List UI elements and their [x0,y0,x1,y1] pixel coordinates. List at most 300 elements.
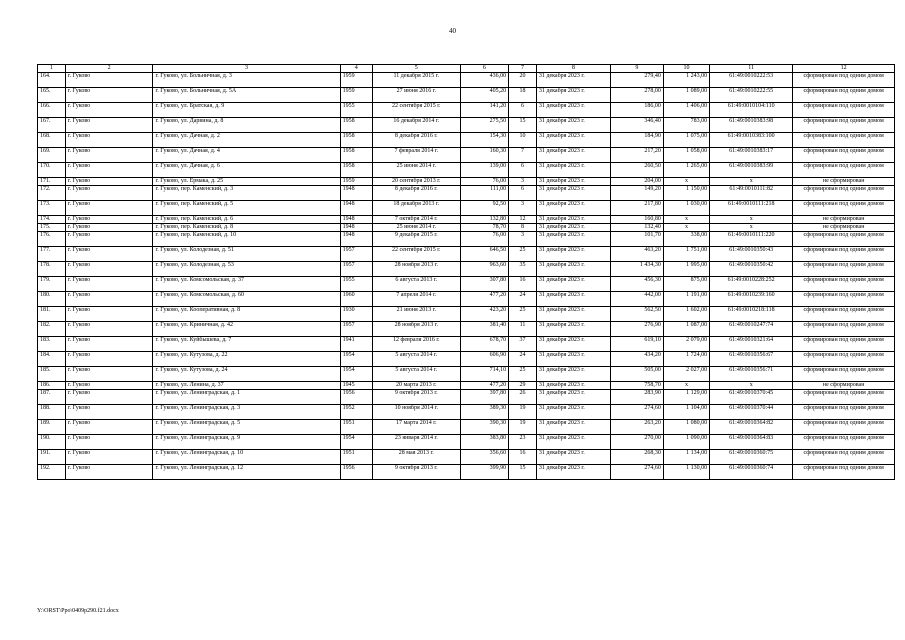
cell-land: 101,70 [610,232,663,247]
cell-n: 183. [38,337,66,352]
cell-year: 1956 [340,465,372,480]
cell-year: 1959 [340,88,372,103]
cell-land: 204,00 [610,178,663,186]
cell-n: 181. [38,307,66,322]
cell-cost: x [663,382,709,390]
column-header: 4 [340,65,372,73]
cell-area: 160,30 [460,148,509,163]
cell-address: г. Гуково, ул. Ермака, д. 25 [153,178,340,186]
cell-area: 307,80 [460,277,509,292]
cell-area: 646,50 [460,247,509,262]
cell-deadline: 31 декабря 2023 г. [536,163,610,178]
table-row [38,337,895,352]
cell-land: 217,20 [610,148,663,163]
cell-address: г. Гуково, пер. Каменский, д. 6 [153,216,340,224]
cell-status: сформирован под одним домом [793,163,895,178]
cell-year: 1948 [340,201,372,216]
cell-date: 21 июня 2013 г. [372,307,460,322]
cell-city: г. Гуково [65,337,153,352]
cell-cadastre: 61:49:0010218:118 [710,307,793,322]
cell-deadline: 31 декабря 2023 г. [536,103,610,118]
cell-count: 24 [509,292,537,307]
cell-status: сформирован под одним домом [793,450,895,465]
cell-date: 28 мая 2013 г. [372,450,460,465]
cell-land: 278,00 [610,88,663,103]
cell-cadastre: 61:49:0010239:160 [710,292,793,307]
cell-deadline: 31 декабря 2023 г. [536,292,610,307]
cell-cadastre: x [710,216,793,224]
cell-n: 188. [38,405,66,420]
cell-count: 3 [509,201,537,216]
cell-city: г. Гуково [65,367,153,382]
cell-year: 1951 [340,420,372,435]
cell-status: сформирован под одним домом [793,73,895,88]
cell-cadastre: x [710,178,793,186]
table-row [38,382,895,390]
cell-deadline: 31 декабря 2023 г. [536,262,610,277]
cell-land: 217,80 [610,201,663,216]
cell-count: 35 [509,262,537,277]
cell-land: 346,40 [610,118,663,133]
cell-cadastre: 61:49:0010350:42 [710,262,793,277]
cell-n: 174. [38,216,66,224]
cell-deadline: 31 декабря 2023 г. [536,73,610,88]
cell-status: сформирован под одним домом [793,277,895,292]
cell-cost: 1 090,00 [663,435,709,450]
cell-cost: 2 079,00 [663,337,709,352]
cell-count: 19 [509,405,537,420]
cell-year: 1959 [340,178,372,186]
cell-year: 1948 [340,216,372,224]
cell-address: г. Гуково, ул. Ленинградская, д. 1 [153,390,340,405]
table-row [38,73,895,88]
cell-cadastre: x [710,382,793,390]
cell-count: 6 [509,163,537,178]
cell-area: 356,60 [460,450,509,465]
cell-address: г. Гуково, ул. Колодезная, д. 53 [153,262,340,277]
cell-date: 18 декабря 2013 г. [372,201,460,216]
cell-count: 3 [509,178,537,186]
cell-year: 1954 [340,352,372,367]
cell-city: г. Гуково [65,103,153,118]
cell-cadastre: 61:49:0010370:45 [710,390,793,405]
cell-area: 399,90 [460,465,509,480]
cell-city: г. Гуково [65,224,153,232]
cell-n: 180. [38,292,66,307]
table-row [38,277,895,292]
cell-area: 436,00 [460,73,509,88]
cell-n: 164. [38,73,66,88]
cell-year: 1958 [340,163,372,178]
cell-cadastre: 61:49:0010383:17 [710,148,793,163]
cell-status: сформирован под одним домом [793,420,895,435]
cell-city: г. Гуково [65,465,153,480]
cell-date: 22 сентября 2015 г. [372,247,460,262]
cell-address: г. Гуково, пер. Каменский, д. 10 [153,232,340,247]
table-row [38,118,895,133]
table-row [38,201,895,216]
cell-deadline: 31 декабря 2023 г. [536,322,610,337]
cell-city: г. Гуково [65,216,153,224]
cell-land: 149,20 [610,186,663,201]
cell-date: 8 декабря 2016 г. [372,133,460,148]
cell-land: 186,00 [610,103,663,118]
cell-address: г. Гуково, ул. Дачная, д. 4 [153,148,340,163]
cell-address: г. Гуково, ул. Ленина, д. 37 [153,382,340,390]
cell-deadline: 31 декабря 2023 г. [536,186,610,201]
cell-year: 1958 [340,118,372,133]
cell-area: 78,70 [460,224,509,232]
cell-address: г. Гуково, пер. Каменский, д. 3 [153,186,340,201]
cell-year: 1954 [340,435,372,450]
cell-deadline: 31 декабря 2023 г. [536,118,610,133]
cell-area: 477,20 [460,382,509,390]
cell-status: сформирован под одним домом [793,465,895,480]
table-row [38,103,895,118]
cell-area: 383,80 [460,435,509,450]
cell-city: г. Гуково [65,405,153,420]
cell-date: 16 декабря 2014 г. [372,118,460,133]
column-header: 5 [372,65,460,73]
cell-deadline: 31 декабря 2023 г. [536,352,610,367]
cell-status: сформирован под одним домом [793,367,895,382]
cell-n: 167. [38,118,66,133]
cell-date: 22 сентября 2015 г. [372,103,460,118]
cell-deadline: 31 декабря 2023 г. [536,390,610,405]
cell-address: г. Гуково, ул. Ленинградская, д. 12 [153,465,340,480]
cell-land: 758,70 [610,382,663,390]
cell-deadline: 31 декабря 2023 г. [536,201,610,216]
cell-year: 1941 [340,337,372,352]
cell-count: 7 [509,148,537,163]
cell-address: г. Гуково, ул. Ленинградская, д. 3 [153,405,340,420]
cell-city: г. Гуково [65,450,153,465]
cell-cadastre: 61:49:0010222:55 [710,88,793,103]
cell-cost: 783,00 [663,118,709,133]
cell-deadline: 31 декабря 2023 г. [536,405,610,420]
table-row [38,435,895,450]
cell-cost: 1 129,00 [663,390,709,405]
cell-land: 270,00 [610,435,663,450]
cell-area: 389,30 [460,405,509,420]
cell-cost: x [663,224,709,232]
cell-date: 23 января 2014 г. [372,435,460,450]
cell-cost: 1 087,00 [663,322,709,337]
cell-cost: 875,00 [663,277,709,292]
cell-cost: 1 134,00 [663,450,709,465]
cell-status: сформирован под одним домом [793,247,895,262]
cell-status: сформирован под одним домом [793,322,895,337]
cell-count: 26 [509,390,537,405]
cell-count: 20 [509,73,537,88]
cell-deadline: 31 декабря 2023 г. [536,435,610,450]
cell-area: 606,90 [460,352,509,367]
cell-n: 170. [38,163,66,178]
cell-deadline: 31 декабря 2023 г. [536,88,610,103]
cell-status: не сформирован [793,382,895,390]
cell-date: 6 августа 2013 г. [372,277,460,292]
cell-land: 1 434,30 [610,262,663,277]
cell-area: 154,30 [460,133,509,148]
cell-n: 175. [38,224,66,232]
cell-year: 1954 [340,367,372,382]
cell-cost: 1 104,00 [663,405,709,420]
cell-deadline: 31 декабря 2023 г. [536,178,610,186]
cell-year: 1959 [340,73,372,88]
cell-n: 192. [38,465,66,480]
cell-land: 276,90 [610,322,663,337]
cell-date: 25 июня 2014 г. [372,224,460,232]
cell-address: г. Гуково, ул. Комсомольская, д. 37 [153,277,340,292]
cell-status: сформирован под одним домом [793,201,895,216]
cell-n: 169. [38,148,66,163]
cell-cost: 1 995,00 [663,262,709,277]
cell-count: 29 [509,382,537,390]
column-header: 2 [65,65,153,73]
table-row [38,148,895,163]
cell-status: сформирован под одним домом [793,262,895,277]
column-header: 8 [536,65,610,73]
cell-date: 17 марта 2014 г. [372,420,460,435]
cell-city: г. Гуково [65,382,153,390]
cell-city: г. Гуково [65,390,153,405]
cell-cost: 1 406,00 [663,103,709,118]
column-header: 11 [710,65,793,73]
cell-area: 477,20 [460,292,509,307]
cell-land: 619,10 [610,337,663,352]
cell-status: сформирован под одним домом [793,292,895,307]
table-row [38,216,895,224]
cell-area: 714,10 [460,367,509,382]
column-header: 10 [663,65,709,73]
cell-cadastre: 61:49:0010247:74 [710,322,793,337]
cell-city: г. Гуково [65,178,153,186]
cell-city: г. Гуково [65,322,153,337]
cell-land: 132,40 [610,224,663,232]
cell-city: г. Гуково [65,133,153,148]
cell-n: 171. [38,178,66,186]
cell-city: г. Гуково [65,352,153,367]
cell-count: 18 [509,88,537,103]
cell-cadastre: 61:49:0010383:100 [710,133,793,148]
cell-city: г. Гуково [65,186,153,201]
cell-area: 678,70 [460,337,509,352]
cell-cadastre: 61:49:0010364:83 [710,435,793,450]
cell-land: 160,80 [610,216,663,224]
cell-year: 1952 [340,405,372,420]
table-row [38,133,895,148]
column-header: 12 [793,65,895,73]
cell-deadline: 31 декабря 2023 г. [536,133,610,148]
cell-area: 76,00 [460,232,509,247]
cell-area: 76,00 [460,178,509,186]
cell-count: 16 [509,450,537,465]
cell-count: 12 [509,216,537,224]
cell-address: г. Гуково, ул. Колодезная, д. 51 [153,247,340,262]
cell-year: 1951 [340,450,372,465]
cell-cadastre: 61:49:0010104:110 [710,103,793,118]
cell-address: г. Гуково, ул. Ленинградская, д. 9 [153,435,340,450]
table-row [38,163,895,178]
cell-cadastre: 61:49:0010356:67 [710,352,793,367]
cell-n: 185. [38,367,66,382]
cell-n: 166. [38,103,66,118]
cell-area: 423,20 [460,307,509,322]
cell-deadline: 31 декабря 2023 г. [536,367,610,382]
cell-n: 184. [38,352,66,367]
cell-address: г. Гуково, пер. Каменский, д. 8 [153,224,340,232]
cell-count: 15 [509,118,537,133]
cell-address: г. Гуково, ул. Кооперативная, д. 8 [153,307,340,322]
cell-cost: 1 265,00 [663,163,709,178]
cell-year: 1957 [340,262,372,277]
cell-n: 177. [38,247,66,262]
cell-count: 6 [509,103,537,118]
cell-status: сформирован под одним домом [793,405,895,420]
cell-cadastre: 61:49:0010370:44 [710,405,793,420]
cell-status: сформирован под одним домом [793,118,895,133]
cell-year: 1957 [340,322,372,337]
cell-cadastre: 61:49:0010350:43 [710,247,793,262]
column-header: 3 [153,65,340,73]
cell-n: 178. [38,262,66,277]
cell-address: г. Гуково, ул. Криничная, д. 42 [153,322,340,337]
cell-land: 434,20 [610,352,663,367]
cell-area: 141,20 [460,103,509,118]
cell-status: сформирован под одним домом [793,307,895,322]
cell-date: 7 февраля 2014 г. [372,148,460,163]
cell-area: 275,50 [460,118,509,133]
document-path: Y:\ORST\Ppo\0409p290.f21.docx [37,608,119,614]
cell-deadline: 31 декабря 2023 г. [536,148,610,163]
cell-land: 283,90 [610,390,663,405]
cell-land: 274,60 [610,465,663,480]
table-row [38,178,895,186]
cell-city: г. Гуково [65,420,153,435]
cell-cost: 1 130,00 [663,465,709,480]
table-row [38,352,895,367]
cell-status: сформирован под одним домом [793,88,895,103]
cell-cost: 1 058,00 [663,148,709,163]
cell-deadline: 31 декабря 2023 г. [536,216,610,224]
cell-year: 1960 [340,292,372,307]
table-row [38,420,895,435]
cell-date: 25 июня 2014 г. [372,163,460,178]
cell-date: 9 октября 2013 г. [372,465,460,480]
cell-date: 20 марта 2013 г. [372,382,460,390]
cell-area: 139,00 [460,163,509,178]
cell-address: г. Гуково, ул. Дачная, д. 6 [153,163,340,178]
cell-date: 7 апреля 2014 г. [372,292,460,307]
cell-cadastre: 61:49:0010383:99 [710,163,793,178]
cell-year: 1945 [340,382,372,390]
table-row [38,390,895,405]
cell-n: 165. [38,88,66,103]
cell-city: г. Гуково [65,435,153,450]
cell-land: 184,90 [610,133,663,148]
cell-n: 176. [38,232,66,247]
cell-count: 11 [509,322,537,337]
cell-count: 25 [509,307,537,322]
cell-cost: 1 243,00 [663,73,709,88]
cell-deadline: 31 декабря 2023 г. [536,465,610,480]
cell-land: 442,00 [610,292,663,307]
cell-count: 3 [509,232,537,247]
column-number-row [38,65,895,73]
cell-n: 189. [38,420,66,435]
cell-cost: x [663,178,709,186]
cell-land: 562,50 [610,307,663,322]
cell-status: сформирован под одним домом [793,186,895,201]
cell-status: не сформирован [793,178,895,186]
cell-date: 10 ноября 2014 г. [372,405,460,420]
cell-count: 25 [509,247,537,262]
cell-date: 7 октября 2014 г. [372,216,460,224]
cell-city: г. Гуково [65,277,153,292]
cell-cadastre: 61:49:0010111:82 [710,186,793,201]
cell-city: г. Гуково [65,201,153,216]
cell-status: сформирован под одним домом [793,352,895,367]
table-row [38,450,895,465]
cell-n: 182. [38,322,66,337]
cell-area: 405,20 [460,88,509,103]
cell-n: 168. [38,133,66,148]
column-header: 6 [460,65,509,73]
cell-cadastre: 61:49:0010321:64 [710,337,793,352]
cell-year: 1930 [340,307,372,322]
cell-status: сформирован под одним домом [793,390,895,405]
table-row [38,247,895,262]
cell-address: г. Гуково, ул. Дачная, д. 2 [153,133,340,148]
cell-count: 8 [509,224,537,232]
cell-city: г. Гуково [65,307,153,322]
cell-year: 1958 [340,148,372,163]
cell-year: 1948 [340,224,372,232]
cell-area: 963,60 [460,262,509,277]
table-row [38,465,895,480]
table-row [38,262,895,277]
table-body [38,73,895,480]
cell-address: г. Гуково, ул. Куйбышева, д. 7 [153,337,340,352]
table-row [38,405,895,420]
table-row [38,367,895,382]
cell-cost: x [663,216,709,224]
cell-year: 1948 [340,186,372,201]
cell-date: 27 июня 2016 г. [372,88,460,103]
cell-deadline: 31 декабря 2023 г. [536,247,610,262]
table-row [38,186,895,201]
column-header: 1 [38,65,66,73]
cell-year: 1955 [340,277,372,292]
cell-status: сформирован под одним домом [793,133,895,148]
cell-cost: 2 027,00 [663,367,709,382]
cell-status: не сформирован [793,216,895,224]
cell-cost: 1 089,00 [663,88,709,103]
cell-date: 9 декабря 2015 г. [372,232,460,247]
table-row [38,322,895,337]
cell-n: 173. [38,201,66,216]
cell-city: г. Гуково [65,232,153,247]
page-number: 40 [449,27,456,35]
cell-n: 179. [38,277,66,292]
cell-date: 20 сентября 2013 г. [372,178,460,186]
cell-deadline: 31 декабря 2023 г. [536,224,610,232]
cell-n: 172. [38,186,66,201]
cell-date: 12 февраля 2016 г. [372,337,460,352]
cell-city: г. Гуково [65,262,153,277]
cell-cadastre: 61:49:0010360:75 [710,450,793,465]
cell-address: г. Гуково, ул. Кутузова, д. 24 [153,367,340,382]
